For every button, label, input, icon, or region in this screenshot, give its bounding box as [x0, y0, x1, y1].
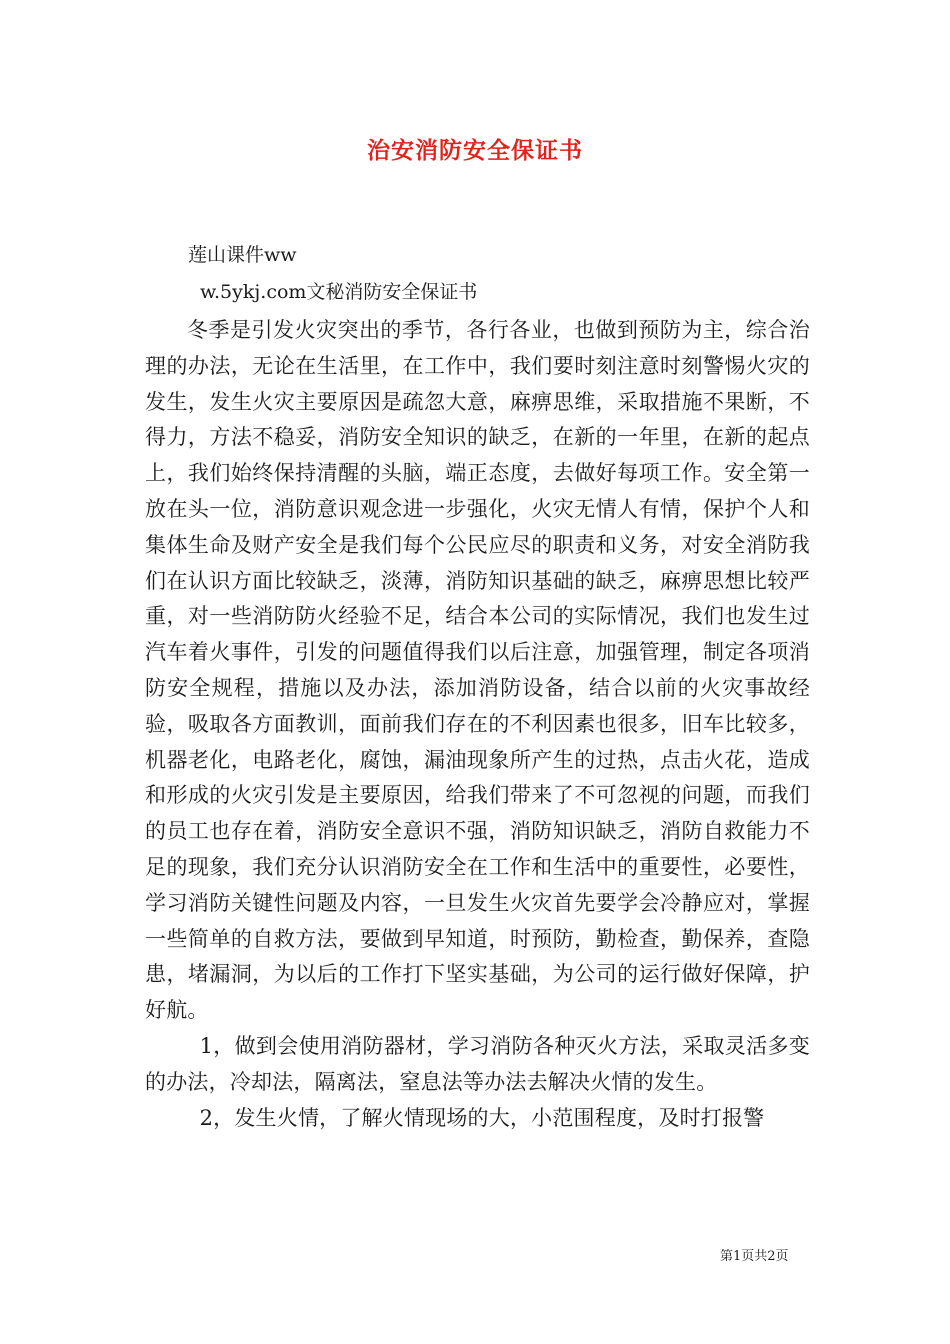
list-item-2: 2，发生火情，了解火情现场的大，小范围程度，及时打报警: [199, 1105, 765, 1130]
document-body: [145, 313, 810, 1136]
page-number: 第1页共2页: [720, 1249, 789, 1264]
list-item-1: 1，做到会使用消防器材，学习消防各种灭火方法，采取灵活多变的办法，冷却法，隔离法，窒息法等办法去解决火情的发生。: [145, 1033, 810, 1094]
source-line-1: 莲山课件ww: [188, 244, 297, 266]
document-title: 治安消防安全保证书: [367, 137, 583, 164]
body-paragraph: 冬季是引发火灾突出的季节，各行各业，也做到预防为主，综合治理的办法，无论在生活里，在工作中，我们要时刻注意时刻警惕火灾的发生，发生火灾主要原因是疏忽大意，麻痹思维，采取措施不果断，不得力，方法不稳妥，消防安全知识的缺乏，在新的一年里，在新的起点上，我们始终保持清醒的头脑，端正态度，去做好每项工作。安全第一放在头一位，消防意识观念进一步强化，火灾无情人有情，保护个人和集体生命及财产安全是我们每个公民应尽的职责和义务，对安全消防我们在认识方面比较缺乏，淡薄，消防知识基础的缺乏，麻痹思想比较严重，对一些消防防火经验不足，结合本公司的实际情况，我们也发生过汽车着火事件，引发的问题值得我们以后注意，加强管理，制定各项消防安全规程，措施以及办法，添加消防设备，结合以前的火灾事故经验，吸取各方面教训，面前我们存在的不利因素也很多，旧车比较多，机器老化，电路老化，腐蚀，漏油现象所产生的过热，点击火花，造成和形成的火灾引发是主要原因，给我们带来了不可忽视的问题，而我们的员工也存在着，消防安全意识不强，消防知识缺乏，消防自救能力不足的现象，我们充分认识消防安全在工作和生活中的重要性，必要性，学习消防关键性问题及内容，一旦发生火灾首先要学会冷静应对，掌握一些简单的自救方法，要做到早知道，时预防，勤检查，勤保养，查隐患，堵漏洞，为以后的工作打下坚实基础，为公司的运行做好保障，护好航。: [145, 318, 810, 1023]
source-line-2: w.5ykj.com文秘消防安全保证书: [200, 281, 478, 303]
